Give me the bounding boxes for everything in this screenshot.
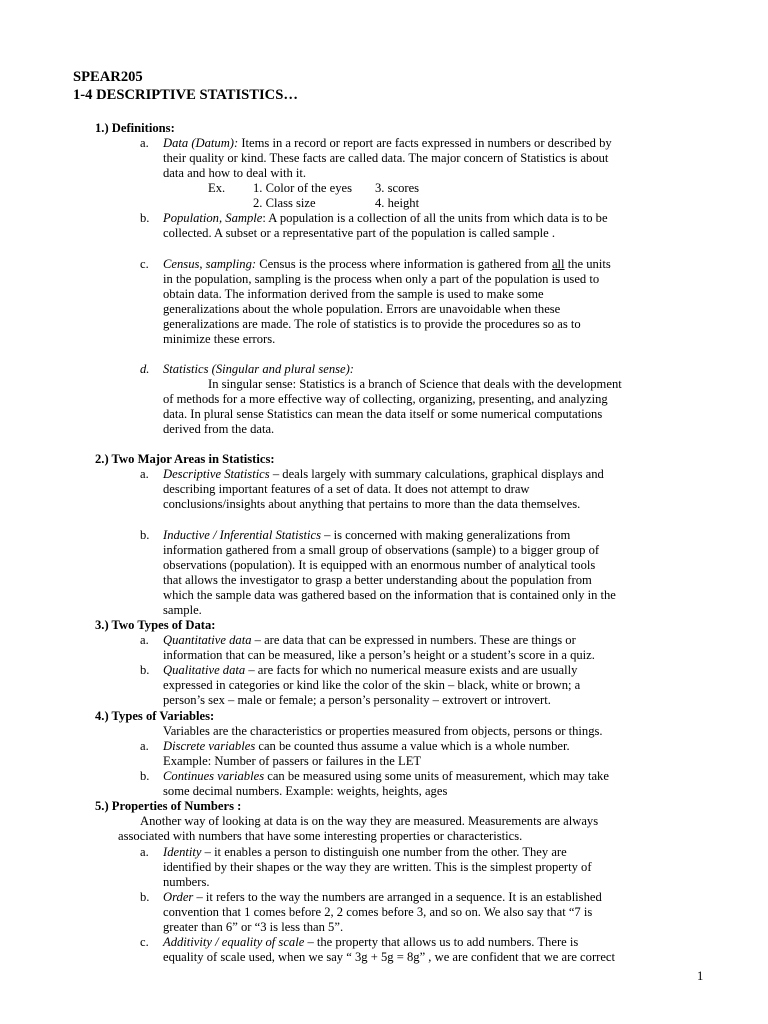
text-line: some decimal numbers. Example: weights, heights, ages — [163, 784, 448, 798]
definition-discrete: Discrete variables can be counted thus assume a value which is a whole number. — [163, 739, 570, 753]
text-line: Variables are the characteristics or properties measured from objects, persons or things. — [163, 724, 603, 738]
term: Discrete variables — [163, 739, 256, 753]
item-marker: a. — [140, 136, 149, 150]
text-line: observations (population). It is equipped with an enormous number of analytical tools — [163, 558, 596, 572]
item-marker: d. — [140, 362, 150, 376]
term: Quantitative data — [163, 633, 252, 647]
text-line: conclusions/insights about anything that pertains to more than the data themselves. — [163, 497, 581, 511]
text-line: that allows the investigator to grasp a better understanding about the population from — [163, 573, 592, 587]
item-marker: c. — [140, 935, 149, 949]
text-line: equality of scale used, when we say “ 3g + 5g = 8g” , we are confident that we are correct — [163, 950, 616, 964]
definition-inferential: Inductive / Inferential Statistics – is concerned with making generalizations from — [163, 528, 571, 542]
item-marker: a. — [140, 467, 149, 481]
definition-census: Census, sampling: Census is the process where information is gathered from all the units — [163, 257, 611, 271]
section-heading-data-types: 3.) Two Types of Data: — [95, 618, 216, 632]
text-line: in the population, sampling is the process when only a part of the population is used to — [163, 272, 600, 286]
text-line: generalizations are made. The role of statistics is to provide the procedures so as to — [163, 317, 581, 331]
section-heading-variables: 4.) Types of Variables: — [95, 709, 215, 723]
text-line: sample. — [163, 603, 202, 617]
text-line: Another way of looking at data is on the way they are measured. Measurements are always — [140, 814, 599, 828]
term: Continues variables — [163, 769, 265, 783]
definition-identity: Identity – it enables a person to distinguish one number from the other. They are — [163, 845, 567, 859]
item-marker: a. — [140, 739, 149, 753]
text-line: information that can be measured, like a person’s height or a student’s score in a quiz. — [163, 648, 595, 662]
item-marker: b. — [140, 890, 150, 904]
example-item: 2. Class size — [253, 196, 316, 210]
text-line: In singular sense: Statistics is a branch of Science that deals with the development — [208, 377, 622, 391]
text-line: convention that 1 comes before 2, 2 comes before 3, and so on. We also say that “7 is — [163, 905, 593, 919]
text-line: obtain data. The information derived from the sample is used to make some — [163, 287, 544, 301]
example-item: 3. scores — [375, 181, 420, 195]
item-marker: a. — [140, 633, 149, 647]
text-line: generalizations about the whole population. Errors are unavoidable when these — [163, 302, 561, 316]
item-marker: b. — [140, 211, 150, 225]
definition-statistics — [163, 362, 354, 377]
term: Data (Datum): — [163, 136, 239, 150]
text-line: which the sample data was gathered based on the information that is contained only in the — [163, 588, 616, 602]
text-line: their quality or kind. These facts are called data. The major concern of Statistics is about — [163, 151, 609, 165]
item-marker: b. — [140, 769, 150, 783]
item-marker: a. — [140, 845, 149, 859]
text-line: associated with numbers that have some interesting properties or characteristics. — [118, 829, 523, 843]
text-line: Example: Number of passers or failures in the LET — [163, 754, 422, 768]
definition-continuous: Continues variables can be measured using some units of measurement, which may take — [163, 769, 609, 783]
definition-descriptive: Descriptive Statistics – deals largely with summary calculations, graphical displays and — [163, 467, 604, 481]
term: Population, Sample — [163, 211, 263, 225]
course-code: SPEAR205 — [73, 69, 143, 85]
text-line: identified by their shapes or the way they are written. This is the simplest property of — [163, 860, 592, 874]
term: Inductive / Inferential Statistics — [163, 528, 321, 542]
definition-additivity: Additivity / equality of scale – the property that allows us to add numbers. There is — [163, 935, 579, 949]
example-item: 1. Color of the eyes — [253, 181, 352, 195]
term: Identity — [163, 845, 202, 859]
underlined-word: all — [551, 257, 565, 271]
definition-population: Population, Sample: A population is a collection of all the units from which data is to be — [163, 211, 608, 225]
term: Descriptive Statistics — [163, 467, 270, 481]
text-line: data and how to deal with it. — [163, 166, 307, 180]
text-line: minimize these errors. — [163, 332, 276, 346]
item-marker: b. — [140, 663, 150, 677]
definition-quantitative: Quantitative data – are data that can be expressed in numbers. These are things or — [163, 633, 576, 647]
item-marker: b. — [140, 528, 150, 542]
text-line: expressed in categories or kind like the color of the skin – black, white or brown; a — [163, 678, 581, 692]
text-line: data. In plural sense Statistics can mean the data itself or some numerical computations — [163, 407, 603, 421]
text-line: of methods for a more effective way of collecting, organizing, presenting, and analyzing — [163, 392, 608, 406]
definition-data: Data (Datum): Items in a record or report are facts expressed in numbers or described by — [163, 136, 612, 150]
definition-order: Order – it refers to the way the numbers are arranged in a sequence. It is an established — [163, 890, 602, 904]
definition-qualitative: Qualitative data – are facts for which no numerical measure exists and are usually — [163, 663, 578, 677]
term: Statistics (Singular and plural sense): — [163, 362, 354, 376]
text-line: describing important features of a set of data. It does not attempt to draw — [163, 482, 530, 496]
term: Order — [163, 890, 194, 904]
text-line: person’s sex – male or female; a person’s personality – extrovert or introvert. — [163, 693, 551, 707]
term: Qualitative data — [163, 663, 246, 677]
item-marker: c. — [140, 257, 149, 271]
example-label: Ex. — [208, 181, 226, 195]
text-line: information gathered from a small group of observations (sample) to a bigger group of — [163, 543, 600, 557]
term: Census, sampling: — [163, 257, 257, 271]
section-heading-areas: 2.) Two Major Areas in Statistics: — [95, 452, 275, 466]
text-line: numbers. — [163, 875, 210, 889]
example-item: 4. height — [375, 196, 420, 210]
section-heading-properties: 5.) Properties of Numbers : — [95, 799, 242, 813]
text-line: collected. A subset or a representative part of the population is called sample . — [163, 226, 556, 240]
text-line: greater than 6” or “3 is less than 5”. — [163, 920, 344, 934]
page-number: 1 — [697, 969, 704, 983]
section-heading-definitions: 1.) Definitions: — [95, 121, 175, 135]
page-title: 1-4 DESCRIPTIVE STATISTICS… — [73, 87, 298, 103]
text-line: derived from the data. — [163, 422, 275, 436]
term: Additivity / equality of scale — [163, 935, 305, 949]
